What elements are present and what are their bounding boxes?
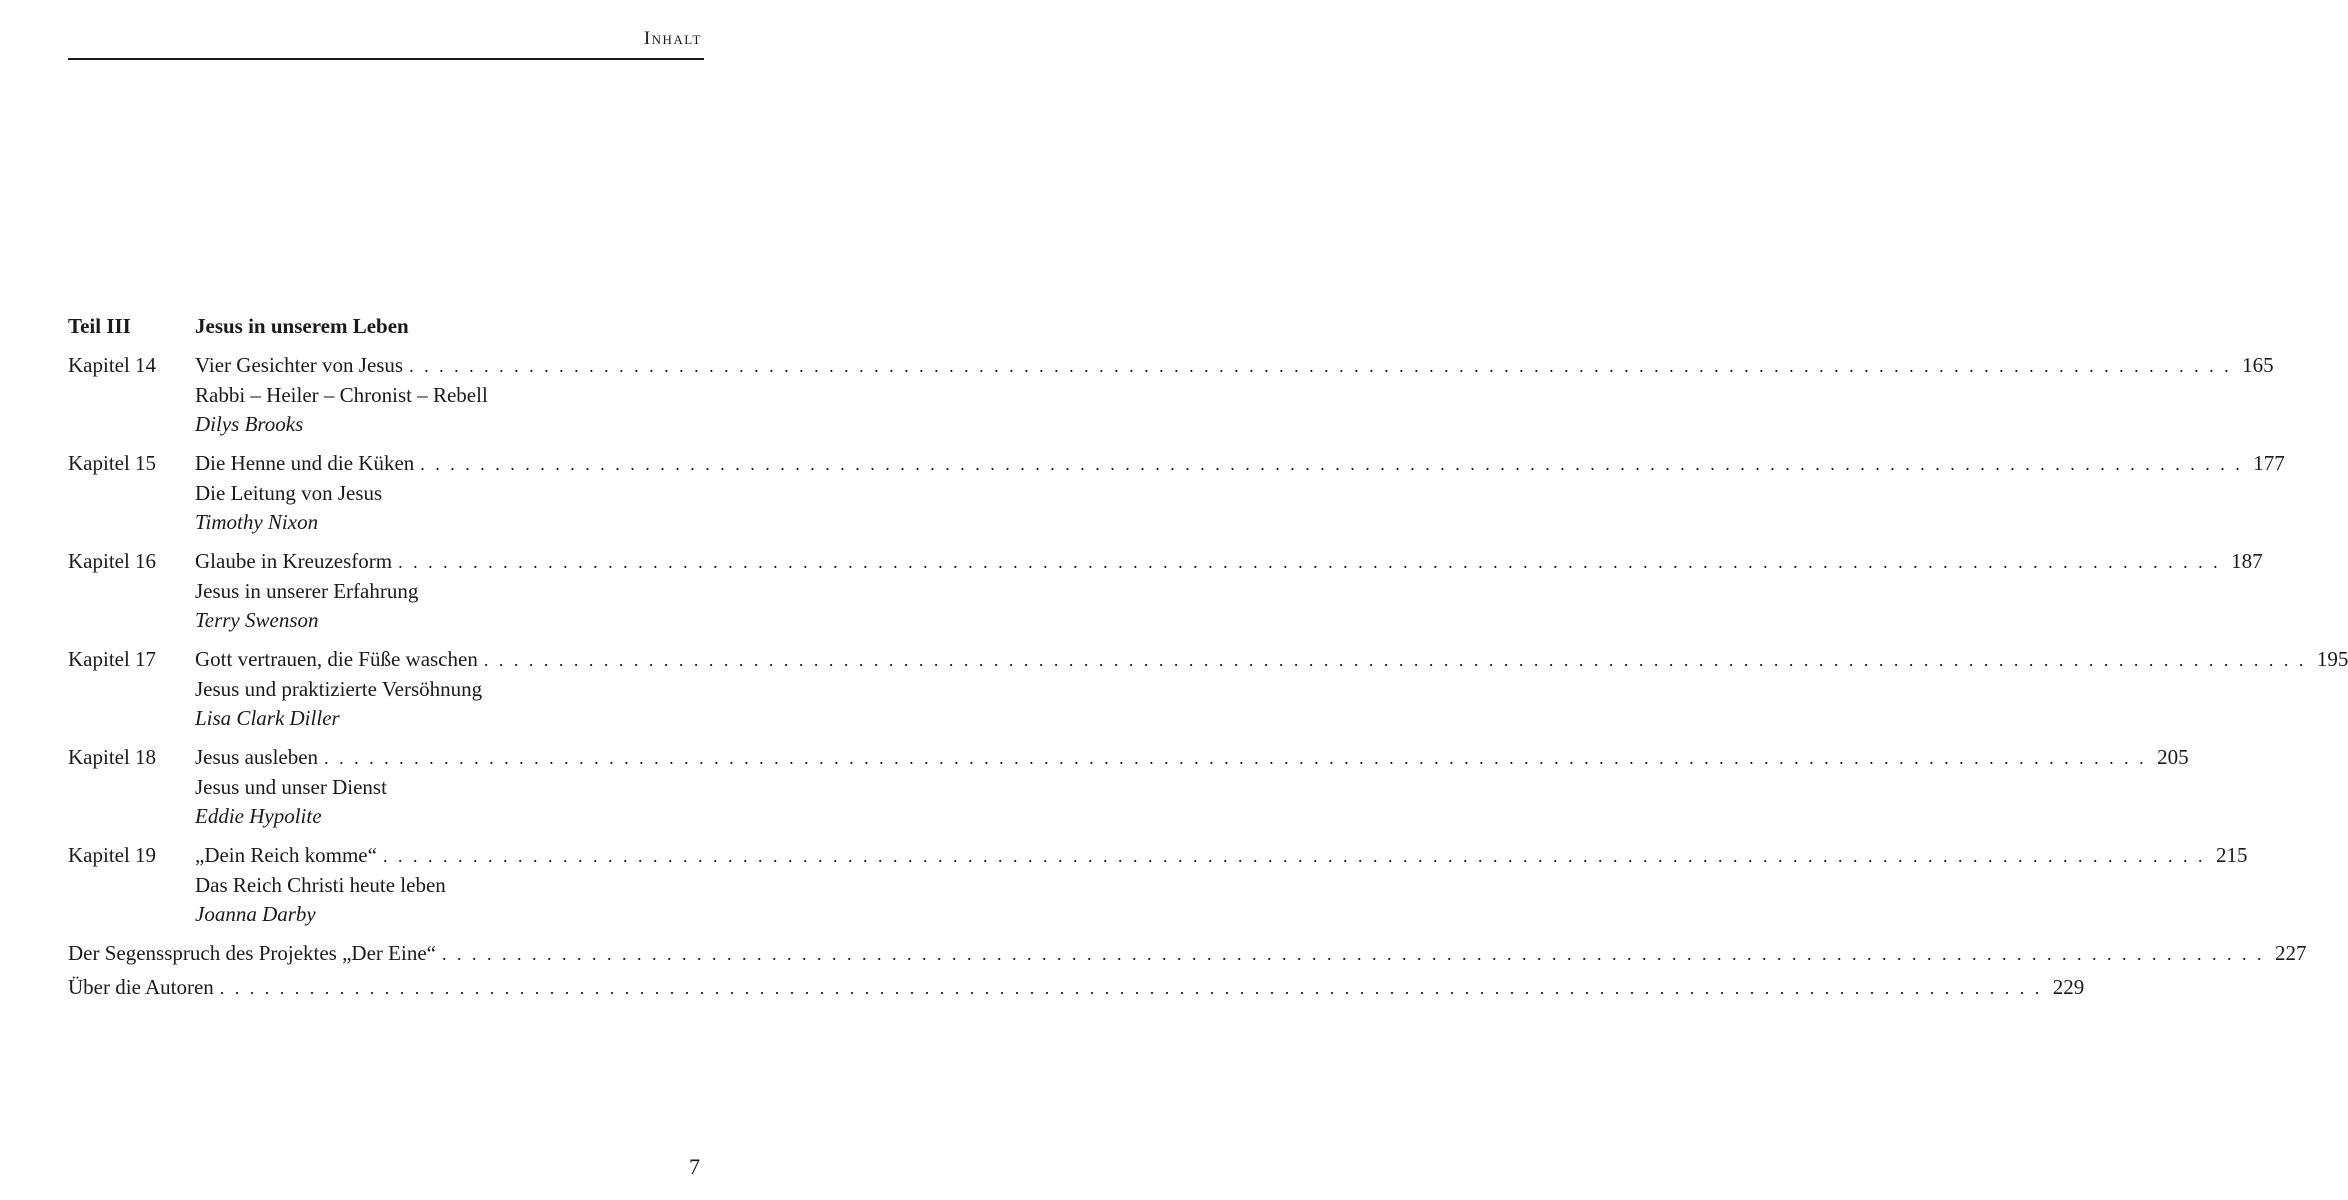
dot-leader xyxy=(420,450,2243,479)
part-title: Jesus in unserem Leben xyxy=(195,314,409,338)
chapter-author: Timothy Nixon xyxy=(195,510,319,534)
page-ref: 187 xyxy=(2231,549,2263,573)
chapter-label: Kapitel 15 xyxy=(68,451,157,475)
chapter-label: Kapitel 18 xyxy=(68,745,157,769)
toc-entry-chapter-15[interactable] xyxy=(68,449,2285,537)
chapter-author: Terry Swenson xyxy=(195,608,319,632)
toc-entry-blessing[interactable] xyxy=(68,939,2307,969)
page-ref: 227 xyxy=(2274,941,2307,965)
dot-leader xyxy=(442,940,2265,969)
chapter-label: Kapitel 16 xyxy=(68,549,157,573)
part-label: Teil III xyxy=(68,314,131,338)
toc-entry-chapter-19[interactable] xyxy=(68,841,2248,929)
page-ref: 195 xyxy=(2316,647,2348,671)
chapter-subtitle: Jesus und praktizierte Versöhnung xyxy=(195,677,483,701)
chapter-subtitle: Die Leitung von Jesus xyxy=(195,481,383,505)
chapter-title: Die Henne und die Küken xyxy=(195,451,415,475)
chapter-author: Eddie Hypolite xyxy=(195,804,322,828)
page-ref: 205 xyxy=(2157,745,2189,769)
chapter-title: Glaube in Kreuzesform xyxy=(195,549,393,573)
chapter-title: Vier Gesichter von Jesus xyxy=(195,353,404,377)
dot-leader xyxy=(324,744,2147,773)
page-ref: 165 xyxy=(2242,353,2274,377)
header-rule xyxy=(68,58,704,60)
toc-entry-chapter-17[interactable] xyxy=(68,645,2348,733)
chapter-author: Dilys Brooks xyxy=(195,412,304,436)
toc-entry-chapter-18[interactable] xyxy=(68,743,2189,831)
toc-entry-authors[interactable] xyxy=(68,973,2085,1003)
entry-title: Der Segensspruch des Projektes „Der Eine“ xyxy=(68,941,436,965)
chapter-subtitle: Jesus und unser Dienst xyxy=(195,775,387,799)
page-number: 7 xyxy=(689,1154,700,1179)
table-of-contents xyxy=(68,312,2348,1007)
page-header xyxy=(68,28,702,54)
dot-leader xyxy=(398,548,2221,577)
page-ref: 177 xyxy=(2253,451,2285,475)
chapter-subtitle: Jesus in unserer Erfahrung xyxy=(195,579,419,603)
chapter-title: Jesus ausleben xyxy=(195,745,319,769)
dot-leader xyxy=(484,646,2307,675)
chapter-author: Lisa Clark Diller xyxy=(195,706,340,730)
dot-leader xyxy=(409,352,2232,381)
chapter-title: „Dein Reich komme“ xyxy=(195,843,377,867)
chapter-label: Kapitel 17 xyxy=(68,647,157,671)
page-ref: 229 xyxy=(2052,975,2085,999)
toc-entry-chapter-16[interactable] xyxy=(68,547,2263,635)
entry-title: Über die Autoren xyxy=(68,975,214,999)
page-ref: 215 xyxy=(2215,843,2248,867)
dot-leader xyxy=(383,842,2206,871)
chapter-author: Joanna Darby xyxy=(195,902,316,926)
toc-entry-chapter-14[interactable] xyxy=(68,351,2274,439)
chapter-subtitle: Rabbi – Heiler – Chronist – Rebell xyxy=(195,383,488,407)
running-head: Inhalt xyxy=(643,28,702,49)
dot-leader xyxy=(220,974,2043,1003)
chapter-title: Gott vertrauen, die Füße waschen xyxy=(195,647,478,671)
chapter-subtitle: Das Reich Christi heute leben xyxy=(195,873,446,897)
chapter-label: Kapitel 19 xyxy=(68,843,157,867)
chapter-label: Kapitel 14 xyxy=(68,353,157,377)
part-heading xyxy=(68,312,702,341)
